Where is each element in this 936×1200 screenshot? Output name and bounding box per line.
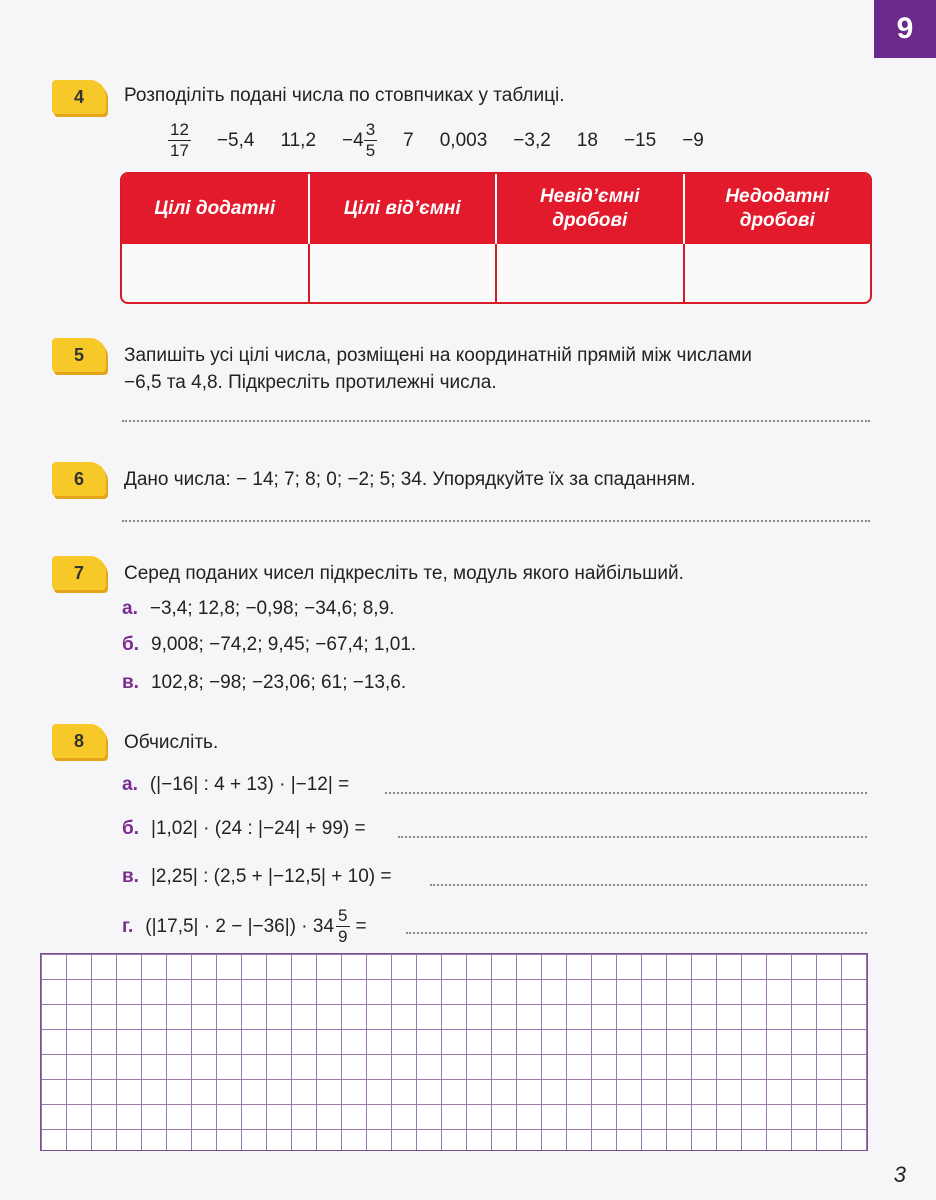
- header-negative-integers: Цілі від’ємні: [310, 174, 498, 244]
- number-item: −9: [682, 129, 704, 151]
- header-nonpositive-fractions: Недодатні дробові: [725, 186, 830, 231]
- item-numbers: 102,8; −98; −23,06; 61; −13,6.: [150, 672, 407, 693]
- number-item: −3,2: [513, 129, 551, 151]
- task-6-badge: 6: [52, 462, 106, 496]
- item-label: а.: [122, 598, 138, 619]
- page-number: 3: [893, 1162, 906, 1187]
- task-6-text: Дано числа: − 14; 7; 8; 0; −2; 5; 34. Упорядкуйте їх за спаданням.: [124, 469, 696, 490]
- mixed-fraction: [364, 120, 377, 161]
- item-expression: |2,25| : (2,5 + |−12,5| + 10) =: [150, 866, 392, 887]
- item-expression: (|17,5| · 2 − |−36|) · 34: [145, 915, 335, 937]
- task-8-d-answer-line[interactable]: [406, 932, 867, 934]
- page-tab: 9: [874, 0, 936, 58]
- task-5-answer-line[interactable]: [122, 420, 870, 422]
- item-label: в.: [122, 672, 139, 693]
- number-item: −15: [623, 129, 657, 151]
- item-expression: (|−16| : 4 + 13) · |−12| =: [149, 774, 350, 795]
- fraction-denominator: 9: [338, 927, 348, 946]
- answer-cell[interactable]: [122, 244, 310, 302]
- answer-cell[interactable]: [310, 244, 498, 302]
- task-8-text: Обчисліть.: [124, 732, 219, 753]
- number-item: 18: [576, 129, 598, 151]
- task-4-text: Розподіліть подані числа по стовпчиках у таблиці.: [124, 85, 565, 106]
- answer-cell[interactable]: [685, 244, 871, 302]
- task-7-text: Серед поданих чисел підкресліть те, модуль якого найбільший.: [124, 563, 684, 584]
- fraction-numerator: 12: [170, 120, 189, 139]
- answer-cell[interactable]: [497, 244, 685, 302]
- number-item: −5,4: [216, 129, 255, 151]
- item-numbers: 9,008; −74,2; 9,45; −67,4; 1,01.: [151, 634, 417, 655]
- mixed-whole: −4: [342, 129, 364, 151]
- task-8-item-d: [122, 906, 367, 947]
- task-8-badge: 8: [52, 724, 106, 758]
- task-4-badge: 4: [52, 80, 106, 114]
- task-7-badge: 7: [52, 556, 106, 590]
- item-expression: |1,02| · (24 : |−24| + 99) =: [151, 818, 366, 839]
- task-8-item-b: [122, 816, 366, 842]
- header-positive-integers: Цілі додатні: [122, 174, 310, 244]
- fraction-denominator: 17: [170, 141, 189, 160]
- task-7-item-b: [122, 632, 416, 658]
- mixed-number: [342, 120, 377, 161]
- number-item: 7: [403, 129, 414, 151]
- item-label: г.: [122, 915, 134, 937]
- table-header: [122, 174, 870, 244]
- header-nonnegative-fractions: Невід’ємні дробові: [497, 174, 685, 244]
- task-7-item-c: [122, 670, 406, 696]
- item-label: б.: [122, 818, 140, 839]
- task-8-c-answer-line[interactable]: [430, 884, 867, 886]
- task-4-numbers: [168, 120, 730, 161]
- task-8-b-answer-line[interactable]: [398, 836, 867, 838]
- item-label: в.: [122, 866, 139, 887]
- equals-sign: =: [355, 915, 367, 937]
- task-7-item-a: [122, 596, 394, 622]
- fraction-numerator: 5: [338, 906, 348, 925]
- classification-table: [120, 172, 872, 304]
- fraction-denominator: 5: [365, 141, 376, 160]
- item-label: б.: [122, 634, 140, 655]
- task-5-badge: 5: [52, 338, 106, 372]
- task-8-item-c: [122, 864, 391, 890]
- fraction-12-17: [168, 120, 191, 161]
- work-grid[interactable]: [40, 953, 868, 1151]
- task-8-a-answer-line[interactable]: [385, 792, 867, 794]
- task-6-answer-line[interactable]: [122, 520, 870, 522]
- table-answer-row: [122, 244, 870, 302]
- item-numbers: −3,4; 12,8; −0,98; −34,6; 8,9.: [149, 598, 395, 619]
- fraction-numerator: 3: [365, 120, 376, 139]
- number-item: 0,003: [439, 129, 488, 151]
- task-5-line-1: Запишіть усі цілі числа, розміщені на координатній прямій між числами: [124, 345, 752, 366]
- item-label: а.: [122, 774, 138, 795]
- task-5-line-2: −6,5 та 4,8. Підкресліть протилежні числа.: [124, 372, 497, 393]
- task-8-item-a: [122, 772, 349, 798]
- number-item: 11,2: [280, 129, 317, 151]
- mixed-fraction: [336, 906, 349, 947]
